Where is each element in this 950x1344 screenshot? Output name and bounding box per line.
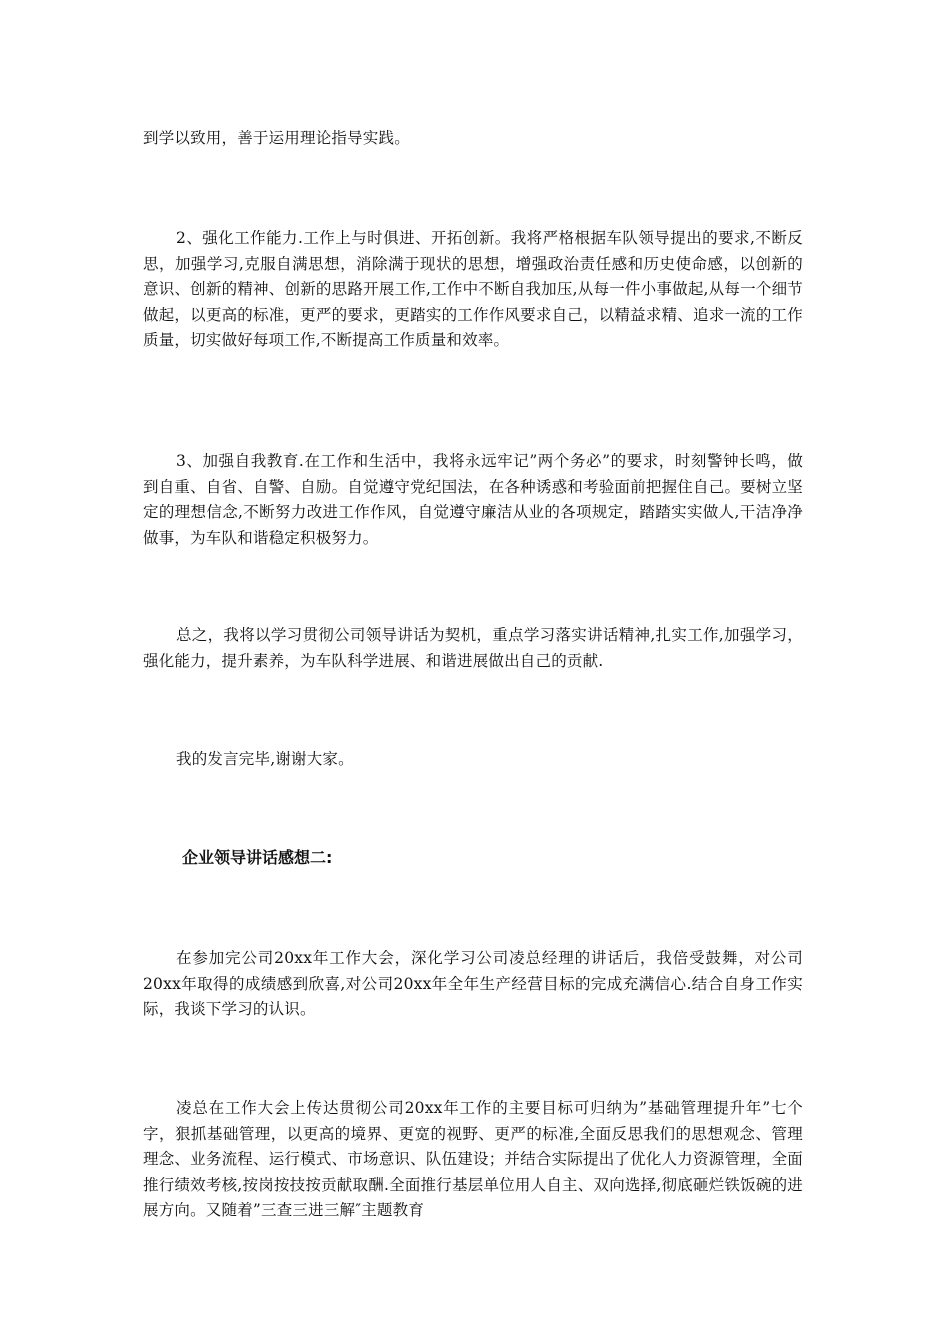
paragraph-conference: 在参加完公司20xx年工作大会，深化学习公司凌总经理的讲话后，我倍受鼓舞，对公司20xx年取得的成绩感到欣喜,对公司20xx年全年生产经营目标的完成充满信心.结合自身工作实际，我谈下学习的认识。: [143, 949, 803, 1018]
paragraph-closing: 我的发言完毕,谢谢大家。: [176, 750, 354, 768]
paragraph-self-education: 3、加强自我教育.在工作和生活中，我将永远牢记”两个务必”的要求，时刻警钟长鸣，做到自重、自省、自警、自励。自觉遵守党纪国法，在各种诱惑和考验面前把握住自己。要树立坚定的理想信念,不断努力改进工作作风，自觉遵守廉洁从业的各项规定，踏踏实实做人,干洁净净做事，为车队和谐稳定积极努力。: [143, 452, 803, 547]
section-heading: 企业领导讲话感想二:: [182, 848, 333, 867]
paragraph-goals: 凌总在工作大会上传达贯彻公司20xx年工作的主要目标可归纳为”基础管理提升年”七个字，狠抓基础管理，以更高的境界、更宽的视野、更严的标准,全面反思我们的思想观念、管理理念、业务流程、运行模式、市场意识、队伍建设；并结合实际提出了优化人力资源管理，全面推行绩效考核,按岗按技按贡献取酬.全面推行基层单位用人自主、双向选择,彻底砸烂铁饭碗的进展方向。又随着”三查三进三解″主题教育: [143, 1099, 803, 1219]
paragraph-work-ability: 2、强化工作能力.工作上与时俱进、开拓创新。我将严格根据车队领导提出的要求,不断反思，加强学习,克服自满思想，消除满于现状的思想，增强政治责任感和历史使命感，以创新的意识、创新的精神、创新的思路开展工作,工作中不断自我加压,从每一件小事做起,从每一个细节做起，以更高的标准，更严的要求，更踏实的工作作风要求自己，以精益求精、追求一流的工作质量，切实做好每项工作,不断提高工作质量和效率。: [143, 229, 803, 349]
paragraph-continuation: 到学以致用，善于运用理论指导实践。: [143, 129, 410, 147]
paragraph-summary: 总之，我将以学习贯彻公司领导讲话为契机，重点学习落实讲话精神,扎实工作,加强学习，强化能力，提升素养，为车队科学进展、和谐进展做出自己的贡献.: [143, 626, 803, 670]
